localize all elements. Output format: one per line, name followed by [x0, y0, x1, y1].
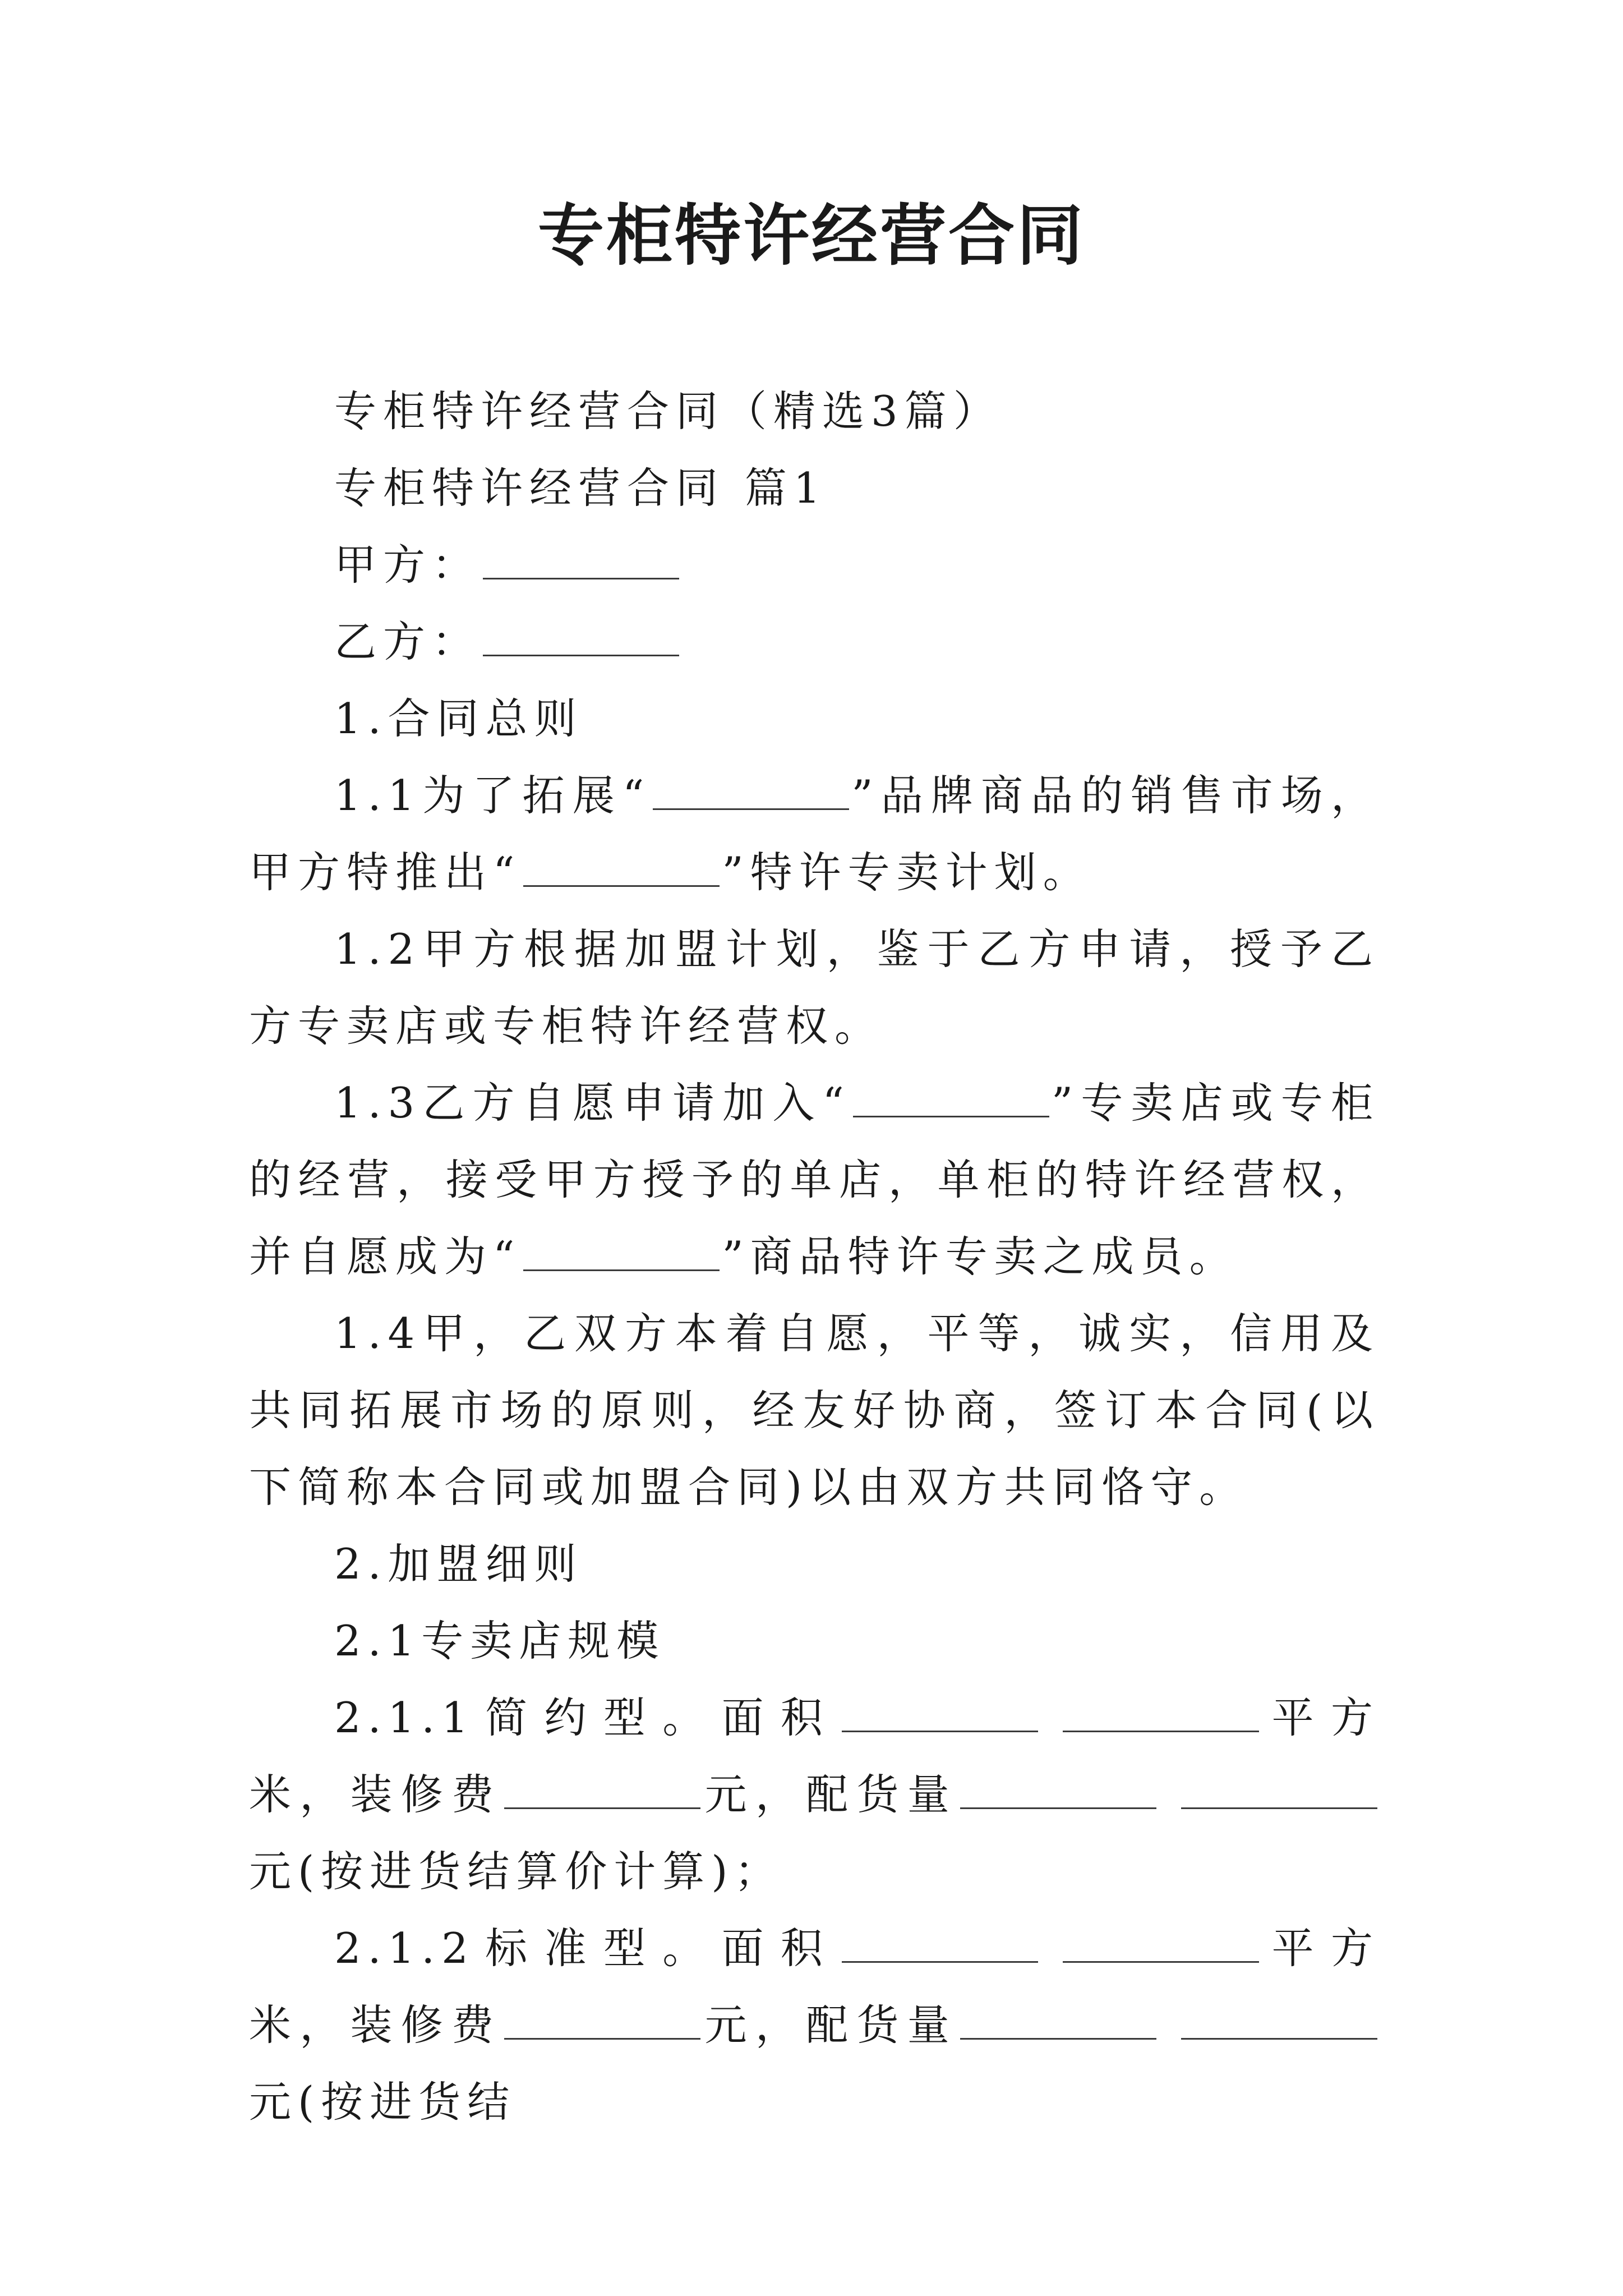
document-title: 专柜特许经营合同	[537, 196, 1085, 274]
paragraph-text: 平方米，装修费	[249, 1693, 1380, 1819]
paragraph-text: 甲方：	[334, 540, 481, 590]
paragraph-text: 2.1专卖店规模	[334, 1616, 666, 1665]
fill-in-blank	[483, 540, 679, 580]
paragraph-text: 乙方：	[334, 617, 481, 666]
fill-in-blank	[523, 848, 720, 887]
paragraph-text: 专柜特许经营合同 篇1	[334, 463, 827, 513]
paragraph-text: 2.加盟细则	[334, 1539, 583, 1589]
paragraph-text: 2.1.2标准型。面积	[334, 1924, 840, 1973]
paragraph-text: 元，配货量	[703, 2000, 958, 2050]
paragraph-text: ”特许专卖计划。	[722, 848, 1092, 897]
paragraph-p10	[249, 1526, 1380, 1603]
fill-in-blank	[483, 617, 679, 657]
paragraph-text: 2.1.1简约型。面积	[334, 1693, 840, 1742]
paragraph-text: ”专卖店或专柜的经营，接受甲方授予的单店，单柜的特许经营权，并自愿成为“	[249, 1078, 1380, 1281]
paragraph-p12	[249, 1680, 1380, 1910]
paragraph-p7	[249, 911, 1380, 1065]
paragraph-p6	[249, 757, 1380, 911]
paragraph-p3	[249, 527, 1380, 604]
paragraph-text: 1.3乙方自愿申请加入“	[334, 1078, 851, 1128]
fill-in-blank	[1063, 1924, 1259, 1963]
paragraph-p13	[249, 1910, 1380, 2141]
fill-in-blank	[1063, 1693, 1259, 1733]
paragraph-text: 元(按进货结	[249, 2077, 517, 2127]
paragraph-text: 平方米，装修费	[249, 1924, 1380, 2050]
paragraph-p4	[249, 604, 1380, 680]
paragraph-p8	[249, 1065, 1380, 1295]
paragraph-text: 专柜特许经营合同（精选3篇）	[334, 386, 1002, 436]
paragraph-text: 1.2甲方根据加盟计划，鉴于乙方申请，授予乙方专卖店或专柜特许经营权。	[249, 924, 1380, 1051]
paragraph-p9	[249, 1295, 1380, 1526]
paragraph-text: ”品牌商品的销售市场，甲方特推出“	[249, 771, 1380, 897]
fill-in-blank	[960, 1770, 1156, 1810]
paragraph-p11	[249, 1603, 1380, 1680]
fill-in-blank	[842, 1924, 1038, 1963]
paragraph-text: 元，配货量	[703, 1770, 958, 1819]
paragraph-text: 1.合同总则	[334, 694, 583, 743]
paragraph-text: 元(按进货结算价计算)；	[249, 1847, 783, 1896]
fill-in-blank	[504, 2000, 700, 2040]
fill-in-blank	[653, 771, 849, 811]
fill-in-blank	[960, 2000, 1156, 2040]
fill-in-blank	[1181, 1770, 1377, 1810]
paragraph-text: 1.4甲，乙双方本着自愿，平等，诚实，信用及共同拓展市场的原则，经友好协商，签订本合同(以下简称本合同或加盟合同)以由双方共同恪守。	[249, 1309, 1380, 1512]
fill-in-blank	[523, 1232, 720, 1272]
fill-in-blank	[853, 1078, 1049, 1118]
paragraph-p5	[249, 680, 1380, 757]
paragraph-p2	[249, 450, 1380, 527]
fill-in-blank	[504, 1770, 700, 1810]
fill-in-blank	[1181, 2000, 1377, 2040]
paragraph-text: ”商品特许专卖之成员。	[722, 1232, 1238, 1281]
fill-in-blank	[842, 1693, 1038, 1733]
paragraph-p1	[249, 373, 1380, 450]
document-body	[249, 373, 1380, 2141]
paragraph-text: 1.1为了拓展“	[334, 771, 651, 820]
